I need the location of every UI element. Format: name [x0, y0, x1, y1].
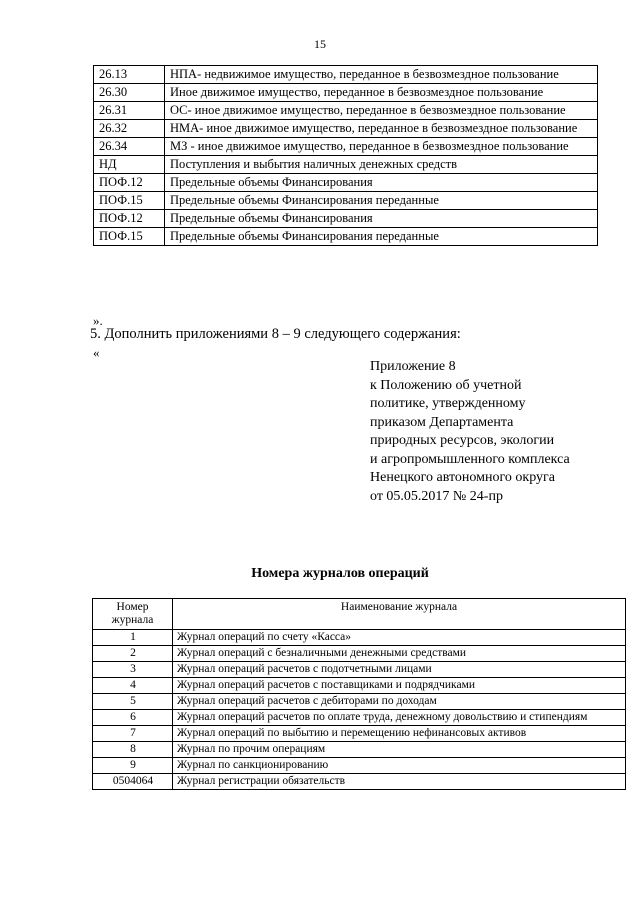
account-name: МЗ - иное движимое имущество, переданное в безвозмездное пользование: [165, 138, 598, 156]
journal-table-row: [93, 678, 626, 694]
journal-number: 3: [93, 662, 173, 678]
account-code: ПОФ.15: [94, 228, 165, 246]
journal-table-row: [93, 630, 626, 646]
accounts-table-row: [94, 210, 598, 228]
account-name: Предельные объемы Финансирования переданные: [165, 228, 598, 246]
page-number: 15: [314, 37, 326, 51]
appendix-line: приказом Департамента: [370, 414, 514, 430]
header-journal-number: Номер журнала: [93, 599, 173, 630]
account-name: Предельные объемы Финансирования: [165, 210, 598, 228]
accounts-table-row: [94, 192, 598, 210]
appendix-header: [370, 358, 620, 506]
journal-name: Журнал операций расчетов с дебиторами по доходам: [173, 694, 626, 710]
appendix-line: природных ресурсов, экологии: [370, 433, 555, 448]
journal-table: [92, 598, 626, 790]
journal-number: 0504064: [93, 774, 173, 790]
journal-table-header-row: [93, 599, 626, 630]
journal-number: 1: [93, 630, 173, 646]
appendix-line: политике, утвержденному: [370, 396, 526, 411]
journal-number: 7: [93, 726, 173, 742]
journal-number: 2: [93, 646, 173, 662]
account-code: 26.13: [94, 66, 165, 84]
appendix-line: Ненецкого автономного округа: [370, 470, 555, 485]
account-name: ОС- иное движимое имущество, переданное в безвозмездное пользование: [165, 102, 598, 120]
journal-name: Журнал по прочим операциям: [173, 742, 626, 758]
account-code: ПОФ.15: [94, 192, 165, 210]
journal-table-row: [93, 774, 626, 790]
section-title: Номера журналов операций: [251, 566, 429, 581]
accounts-table-row: [94, 174, 598, 192]
appendix-line: к Положению об учетной: [370, 377, 522, 393]
account-code: 26.32: [94, 120, 165, 138]
journal-name: Журнал регистрации обязательств: [173, 774, 626, 790]
account-code: ПОФ.12: [94, 210, 165, 228]
account-name: Иное движимое имущество, переданное в безвозмездное пользование: [165, 84, 598, 102]
account-code: НД: [94, 156, 165, 174]
header-journal-name: Наименование журнала: [173, 599, 626, 630]
account-name: Поступления и выбытия наличных денежных средств: [165, 156, 598, 174]
journal-table-row: [93, 694, 626, 710]
journal-name: Журнал операций расчетов с подотчетными лицами: [173, 662, 626, 678]
journal-table-row: [93, 662, 626, 678]
journal-table-row: [93, 742, 626, 758]
paragraph-5: 5. Дополнить приложениями 8 – 9 следующего содержания:: [90, 326, 461, 342]
account-name: НПА- недвижимое имущество, переданное в безвозмездное пользование: [165, 66, 598, 84]
journal-name: Журнал операций по счету «Касса»: [173, 630, 626, 646]
accounts-table-row: [94, 66, 598, 84]
accounts-table-row: [94, 228, 598, 246]
account-code: 26.34: [94, 138, 165, 156]
journal-table-row: [93, 726, 626, 742]
journal-number: 4: [93, 678, 173, 694]
accounts-table-body: [94, 66, 598, 246]
journal-number: 8: [93, 742, 173, 758]
accounts-table: [93, 65, 598, 246]
closing-quote: ».: [93, 313, 103, 328]
journal-table-body: [93, 630, 626, 790]
journal-name: Журнал операций расчетов по оплате труда, денежному довольствию и стипендиям: [173, 710, 626, 726]
account-name: Предельные объемы Финансирования: [165, 174, 598, 192]
journal-name: Журнал операций по выбытию и перемещению нефинансовых активов: [173, 726, 626, 742]
journal-table-row: [93, 758, 626, 774]
journal-number: 6: [93, 710, 173, 726]
appendix-line: и агропромышленного комплекса: [370, 451, 570, 467]
accounts-table-row: [94, 120, 598, 138]
account-code: ПОФ.12: [94, 174, 165, 192]
accounts-table-row: [94, 156, 598, 174]
account-name: Предельные объемы Финансирования переданные: [165, 192, 598, 210]
opening-quote: «: [93, 345, 100, 360]
accounts-table-row: [94, 138, 598, 156]
journal-name: Журнал операций расчетов с поставщиками и подрядчиками: [173, 678, 626, 694]
journal-name: Журнал операций с безналичными денежными средствами: [173, 646, 626, 662]
appendix-line: от 05.05.2017 № 24-пр: [370, 488, 503, 504]
account-code: 26.30: [94, 84, 165, 102]
appendix-line: Приложение 8: [370, 359, 456, 374]
account-code: 26.31: [94, 102, 165, 120]
journal-number: 9: [93, 758, 173, 774]
journal-number: 5: [93, 694, 173, 710]
accounts-table-row: [94, 84, 598, 102]
account-name: НМА- иное движимое имущество, переданное в безвозмездное пользование: [165, 120, 598, 138]
journal-name: Журнал по санкционированию: [173, 758, 626, 774]
accounts-table-row: [94, 102, 598, 120]
journal-table-row: [93, 646, 626, 662]
journal-table-row: [93, 710, 626, 726]
